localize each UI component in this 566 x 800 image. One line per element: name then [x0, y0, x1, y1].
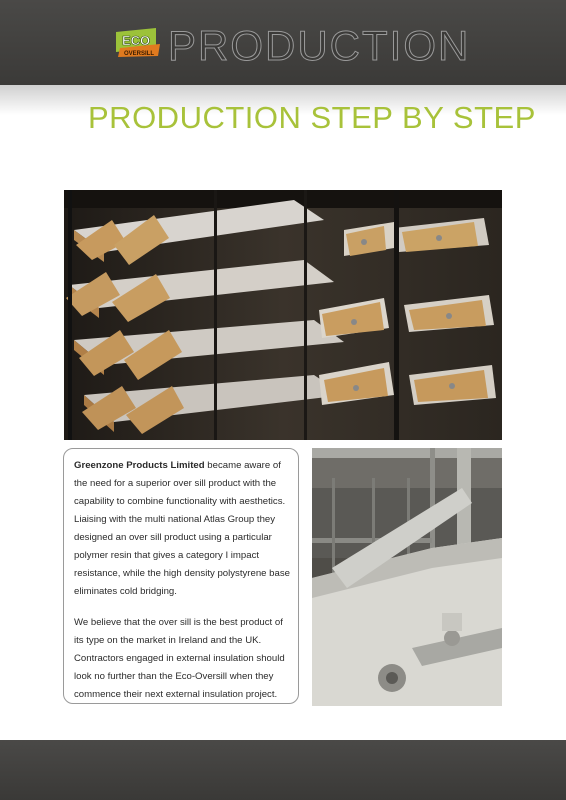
logo-text-bottom: OVERSILL — [124, 51, 155, 57]
page-heading: PRODUCTION STEP BY STEP — [88, 100, 536, 135]
intro-text-box — [63, 448, 299, 704]
production-racks-photo — [64, 190, 502, 440]
header-band — [0, 0, 566, 85]
footer-band — [0, 740, 566, 800]
eco-oversill-logo — [110, 26, 162, 58]
header-title: PRODUCTION — [168, 22, 471, 69]
intro-paragraph-1-text: became aware of the need for a superior over sill product with the capability to combine functionality with aesthetics. Liaising with the multi national Atlas Group they designed an over sill product using a particular polymer resin that gives a category I impact resistance, while the high density polystyrene base eliminates cold bridging. — [74, 460, 290, 597]
company-name: Greenzone Products Limited — [74, 460, 205, 471]
logo-text-top: ECO — [122, 33, 151, 48]
intro-paragraph-2: We believe that the over sill is the best product of its type on the market in Ireland and the UK. Contractors engaged in external insulation should look no further than the Eco-Oversill when they commence their next external insulation project. — [74, 617, 285, 700]
intro-paragraph-1 — [74, 457, 290, 601]
machinery-photo — [312, 448, 502, 706]
